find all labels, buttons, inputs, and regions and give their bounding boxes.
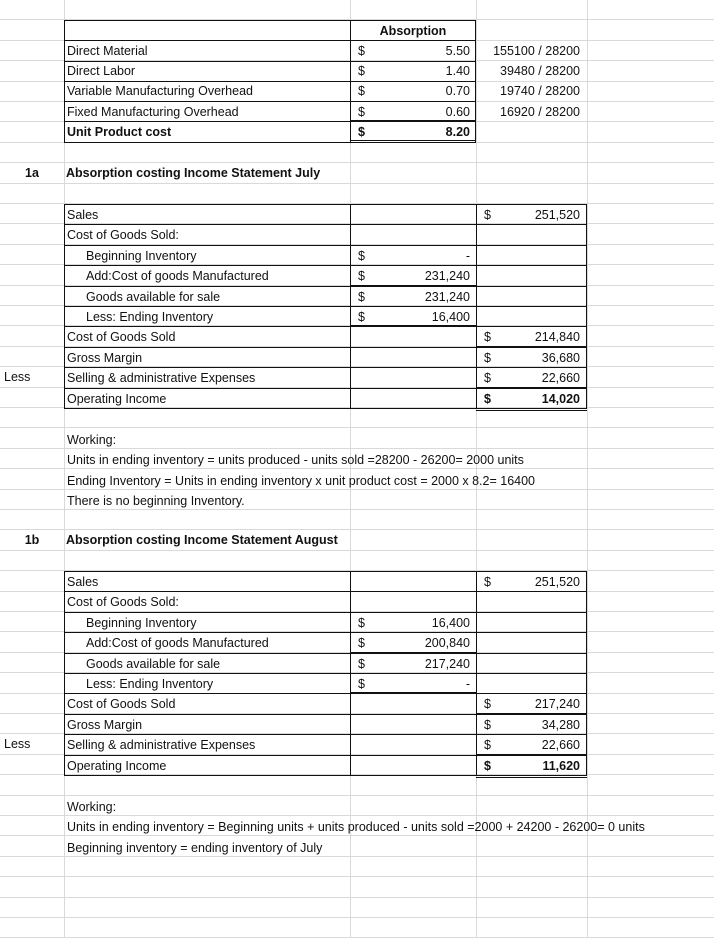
currency-symbol: $ (358, 289, 365, 304)
amount-total[interactable] (500, 266, 580, 286)
amount-inner[interactable]: 200,840 (424, 636, 470, 651)
grid-row[interactable] (0, 143, 714, 163)
amount-inner[interactable] (390, 389, 470, 409)
line-item-label[interactable]: Operating Income (67, 758, 167, 773)
currency-symbol: $ (358, 44, 365, 58)
currency-symbol: $ (484, 738, 491, 753)
currency-symbol: $ (484, 391, 491, 406)
amount-total[interactable] (500, 246, 580, 266)
line-item-label[interactable]: Selling & administrative Expenses (67, 371, 256, 386)
working-line: Beginning inventory = ending inventory of July (67, 840, 323, 855)
grid-row[interactable] (0, 918, 714, 938)
cost-formula-note[interactable]: 19740 / 28200 (500, 84, 580, 99)
amount-total[interactable]: 22,660 (541, 738, 580, 753)
amount-total[interactable] (500, 613, 580, 633)
working-line: Units in ending inventory = Beginning units + units produced - units sold =2000 + 24200 - 26200= 0 units (67, 820, 645, 835)
line-item-label[interactable]: Less: Ending Inventory (86, 677, 214, 691)
subtotal-underline (350, 325, 476, 327)
amount-total[interactable] (500, 654, 580, 674)
currency-symbol: $ (484, 575, 491, 589)
currency-symbol: $ (484, 208, 491, 222)
line-item-label[interactable]: Cost of Goods Sold: (67, 228, 179, 243)
amount-inner[interactable] (390, 756, 470, 776)
working-line: There is no beginning Inventory. (67, 494, 245, 509)
line-item-label[interactable]: Operating Income (67, 391, 167, 406)
working-heading: Working: (67, 433, 117, 447)
cost-formula-note[interactable] (478, 122, 580, 142)
grid-row[interactable] (0, 408, 714, 428)
line-item-label[interactable]: Sales (67, 208, 99, 222)
line-item-label[interactable]: Cost of Goods Sold (67, 330, 176, 345)
amount-total[interactable]: 14,020 (541, 391, 580, 406)
amount-inner[interactable] (390, 572, 470, 592)
amount-inner[interactable] (390, 694, 470, 714)
amount-total[interactable]: 214,840 (534, 330, 580, 345)
amount-inner[interactable] (390, 225, 470, 245)
currency-symbol: $ (358, 269, 365, 284)
cost-formula-note[interactable]: 155100 / 28200 (493, 44, 580, 58)
cost-label[interactable]: Variable Manufacturing Overhead (67, 84, 253, 99)
amount-inner[interactable] (390, 205, 470, 225)
amount-inner[interactable]: 231,240 (424, 269, 470, 284)
amount-inner[interactable]: - (465, 248, 470, 263)
line-item-label[interactable]: Sales (67, 575, 99, 589)
line-item-label[interactable]: Less: Ending Inventory (86, 310, 214, 324)
amount-inner[interactable]: 16,400 (431, 615, 470, 630)
line-item-label[interactable]: Cost of Goods Sold: (67, 595, 179, 610)
amount-total[interactable]: 251,520 (534, 208, 580, 222)
cost-value[interactable]: 0.60 (445, 104, 470, 119)
cost-value[interactable]: 8.20 (445, 124, 470, 139)
currency-symbol: $ (484, 350, 491, 365)
amount-total[interactable] (500, 287, 580, 307)
amount-total[interactable] (500, 307, 580, 327)
currency-symbol: $ (358, 64, 365, 79)
amount-total[interactable] (500, 674, 580, 694)
line-item-label[interactable]: Add:Cost of goods Manufactured (86, 269, 269, 284)
line-item-label[interactable]: Selling & administrative Expenses (67, 738, 256, 753)
grid-row[interactable] (0, 184, 714, 204)
currency-symbol: $ (358, 104, 365, 119)
amount-total[interactable]: 36,680 (541, 350, 580, 365)
currency-symbol: $ (358, 656, 365, 671)
line-item-label[interactable]: Gross Margin (67, 350, 143, 365)
cost-label[interactable]: Direct Labor (67, 64, 136, 79)
august-statement-title: Absorption costing Income Statement August (66, 533, 338, 547)
grid-row[interactable] (0, 857, 714, 877)
currency-symbol: $ (358, 124, 365, 139)
cost-formula-note[interactable]: 39480 / 28200 (500, 64, 580, 79)
currency-symbol: $ (358, 84, 365, 99)
cost-value[interactable]: 0.70 (445, 84, 470, 99)
cost-value[interactable]: 1.40 (445, 64, 470, 79)
amount-inner[interactable]: 16,400 (431, 310, 470, 324)
grid-row[interactable] (0, 510, 714, 530)
subtotal-underline (350, 652, 476, 654)
subtotal-underline (476, 346, 587, 348)
amount-total[interactable]: 251,520 (534, 575, 580, 589)
amount-total[interactable] (500, 633, 580, 653)
less-label: Less (4, 737, 31, 751)
grid-row[interactable] (0, 0, 714, 20)
cost-label[interactable]: Unit Product cost (67, 124, 172, 139)
line-item-label[interactable]: Cost of Goods Sold (67, 697, 176, 712)
double-underline (476, 408, 587, 411)
subtotal-underline (350, 285, 476, 287)
subtotal-underline (476, 754, 587, 756)
working-heading: Working: (67, 800, 117, 814)
amount-inner[interactable] (390, 592, 470, 612)
working-line: Ending Inventory = Units in ending inventory x unit product cost = 2000 x 8.2= 16400 (67, 473, 536, 488)
working-line: Units in ending inventory = units produced - units sold =28200 - 26200= 2000 units (67, 453, 524, 468)
currency-symbol: $ (358, 310, 365, 324)
line-item-label[interactable]: Add:Cost of goods Manufactured (86, 636, 269, 651)
line-item-label[interactable]: Beginning Inventory (86, 248, 197, 263)
currency-symbol: $ (358, 615, 365, 630)
section-id-1a: 1a (25, 166, 39, 180)
currency-symbol: $ (484, 697, 491, 712)
grid-row[interactable] (0, 775, 714, 795)
amount-inner[interactable]: - (465, 677, 470, 691)
amount-inner[interactable] (390, 348, 470, 368)
grid-column-line (587, 0, 588, 938)
amount-total[interactable] (500, 592, 580, 612)
cost-label[interactable]: Fixed Manufacturing Overhead (67, 104, 239, 119)
grid-row[interactable] (0, 877, 714, 897)
amount-total[interactable] (500, 225, 580, 245)
amount-inner[interactable] (390, 327, 470, 347)
grid-row[interactable] (0, 551, 714, 571)
amount-inner[interactable] (390, 368, 470, 388)
cost-label[interactable]: Direct Material (67, 44, 148, 58)
amount-inner[interactable]: 231,240 (424, 289, 470, 304)
july-statement-title: Absorption costing Income Statement July (66, 166, 321, 180)
column-header-absorption[interactable]: Absorption (379, 24, 447, 38)
currency-symbol: $ (484, 758, 491, 773)
section-id-1b: 1b (24, 533, 40, 547)
line-item-label[interactable]: Beginning Inventory (86, 615, 197, 630)
line-item-label[interactable]: Gross Margin (67, 717, 143, 732)
amount-total[interactable]: 217,240 (534, 697, 580, 712)
amount-total[interactable]: 34,280 (541, 717, 580, 732)
double-underline (476, 775, 587, 778)
grid-row[interactable] (0, 898, 714, 918)
currency-symbol: $ (484, 371, 491, 386)
amount-total[interactable]: 11,620 (542, 758, 580, 773)
amount-inner[interactable] (390, 715, 470, 735)
subtotal-underline (350, 692, 476, 694)
cost-formula-note[interactable]: 16920 / 28200 (500, 104, 580, 119)
line-item-label[interactable]: Goods available for sale (86, 656, 221, 671)
line-item-label[interactable]: Goods available for sale (86, 289, 221, 304)
amount-inner[interactable] (390, 735, 470, 755)
currency-symbol: $ (484, 717, 491, 732)
less-label: Less (4, 370, 31, 384)
subtotal-underline (476, 387, 587, 389)
currency-symbol: $ (358, 677, 365, 691)
currency-symbol: $ (358, 636, 365, 651)
currency-symbol: $ (484, 330, 491, 345)
currency-symbol: $ (358, 248, 365, 263)
cost-value[interactable]: 5.50 (445, 44, 470, 58)
subtotal-underline (476, 713, 587, 715)
amount-inner[interactable]: 217,240 (424, 656, 470, 671)
amount-total[interactable]: 22,660 (541, 371, 580, 386)
